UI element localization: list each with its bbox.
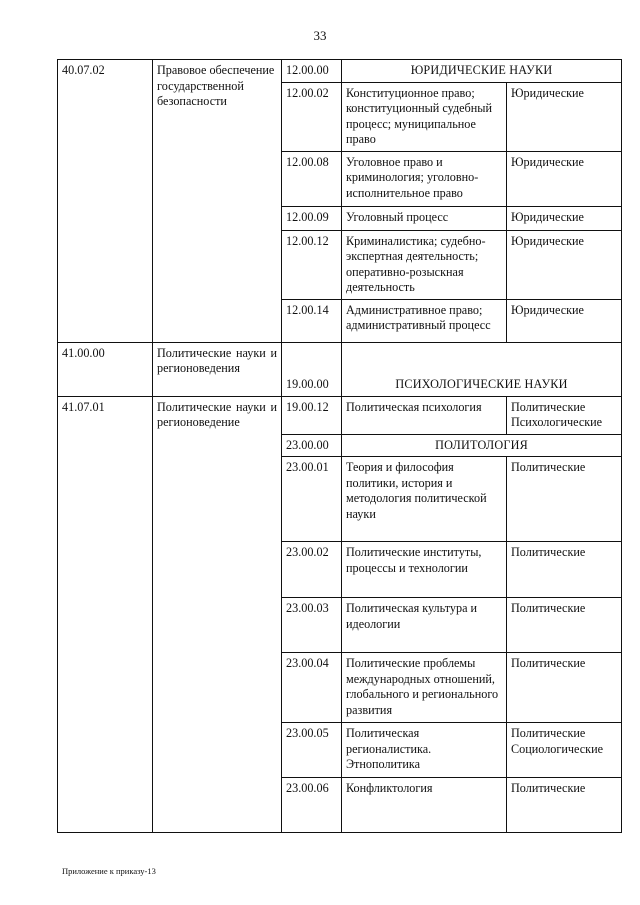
specialty-name: Теория и философия политики, история и методология политической науки [342,457,507,542]
specialties-table [57,59,622,833]
specialty-code: 23.00.05 [282,723,342,778]
table-row [58,342,622,396]
direction-code: 41.00.00 [58,342,153,396]
section-title: ЮРИДИЧЕСКИЕ НАУКИ [342,60,622,83]
specialty-code: 12.00.09 [282,206,342,230]
specialty-code: 12.00.02 [282,82,342,151]
section-title: ПОЛИТОЛОГИЯ [342,434,622,457]
direction-name: Политические науки и регионоведения [153,342,282,396]
specialty-code: 12.00.12 [282,230,342,299]
specialty-name: Уголовный процесс [342,206,507,230]
specialty-code: 12.00.14 [282,299,342,342]
sciences-branch: Политические Социологические [507,723,622,778]
direction-code: 40.07.02 [58,60,153,343]
section-code: 23.00.00 [282,434,342,457]
specialty-code: 12.00.08 [282,151,342,206]
page-number: 33 [313,28,327,43]
specialty-name: Политическая психология [342,396,507,434]
specialty-code: 23.00.06 [282,778,342,833]
specialty-name: Конституционное право; конституционный судебный процесс; муниципальное право [342,82,507,151]
specialty-name: Политические проблемы международных отношений, глобального и регионального развития [342,653,507,723]
sciences-branch: Юридические [507,230,622,299]
specialty-name: Политическая регионалистика. Этнополитика [342,723,507,778]
sciences-branch: Юридические [507,299,622,342]
sciences-branch: Политические [507,653,622,723]
table-row [58,396,622,434]
specialty-name: Конфликтология [342,778,507,833]
table-row [58,60,622,83]
section-code: 12.00.00 [282,60,342,83]
specialty-name: Политическая культура и идеологии [342,598,507,653]
specialty-name: Административное право; административный процесс [342,299,507,342]
section-title: ПСИХОЛОГИЧЕСКИЕ НАУКИ [342,342,622,396]
sciences-branch: Политические [507,598,622,653]
specialty-code: 23.00.01 [282,457,342,542]
sciences-branch: Политические [507,542,622,598]
sciences-branch: Политические [507,457,622,542]
specialty-code: 23.00.03 [282,598,342,653]
section-code: 19.00.00 [282,342,342,396]
specialty-name: Политические институты, процессы и технологии [342,542,507,598]
specialty-code: 23.00.04 [282,653,342,723]
sciences-branch: Политические Психологические [507,396,622,434]
specialty-name: Уголовное право и криминология; уголовно-исполнительное право [342,151,507,206]
direction-code: 41.07.01 [58,396,153,833]
specialty-code: 19.00.12 [282,396,342,434]
direction-name: Правовое обеспечение государственной безопасности [153,60,282,343]
page-footer: Приложение к приказу-13 [62,866,156,876]
sciences-branch: Юридические [507,206,622,230]
sciences-branch: Юридические [507,151,622,206]
specialty-code: 23.00.02 [282,542,342,598]
direction-name: Политические науки и регионоведение [153,396,282,833]
sciences-branch: Политические [507,778,622,833]
sciences-branch: Юридические [507,82,622,151]
specialty-name: Криминалистика; судебно-экспертная деятельность; оперативно-розыскная деятельность [342,230,507,299]
